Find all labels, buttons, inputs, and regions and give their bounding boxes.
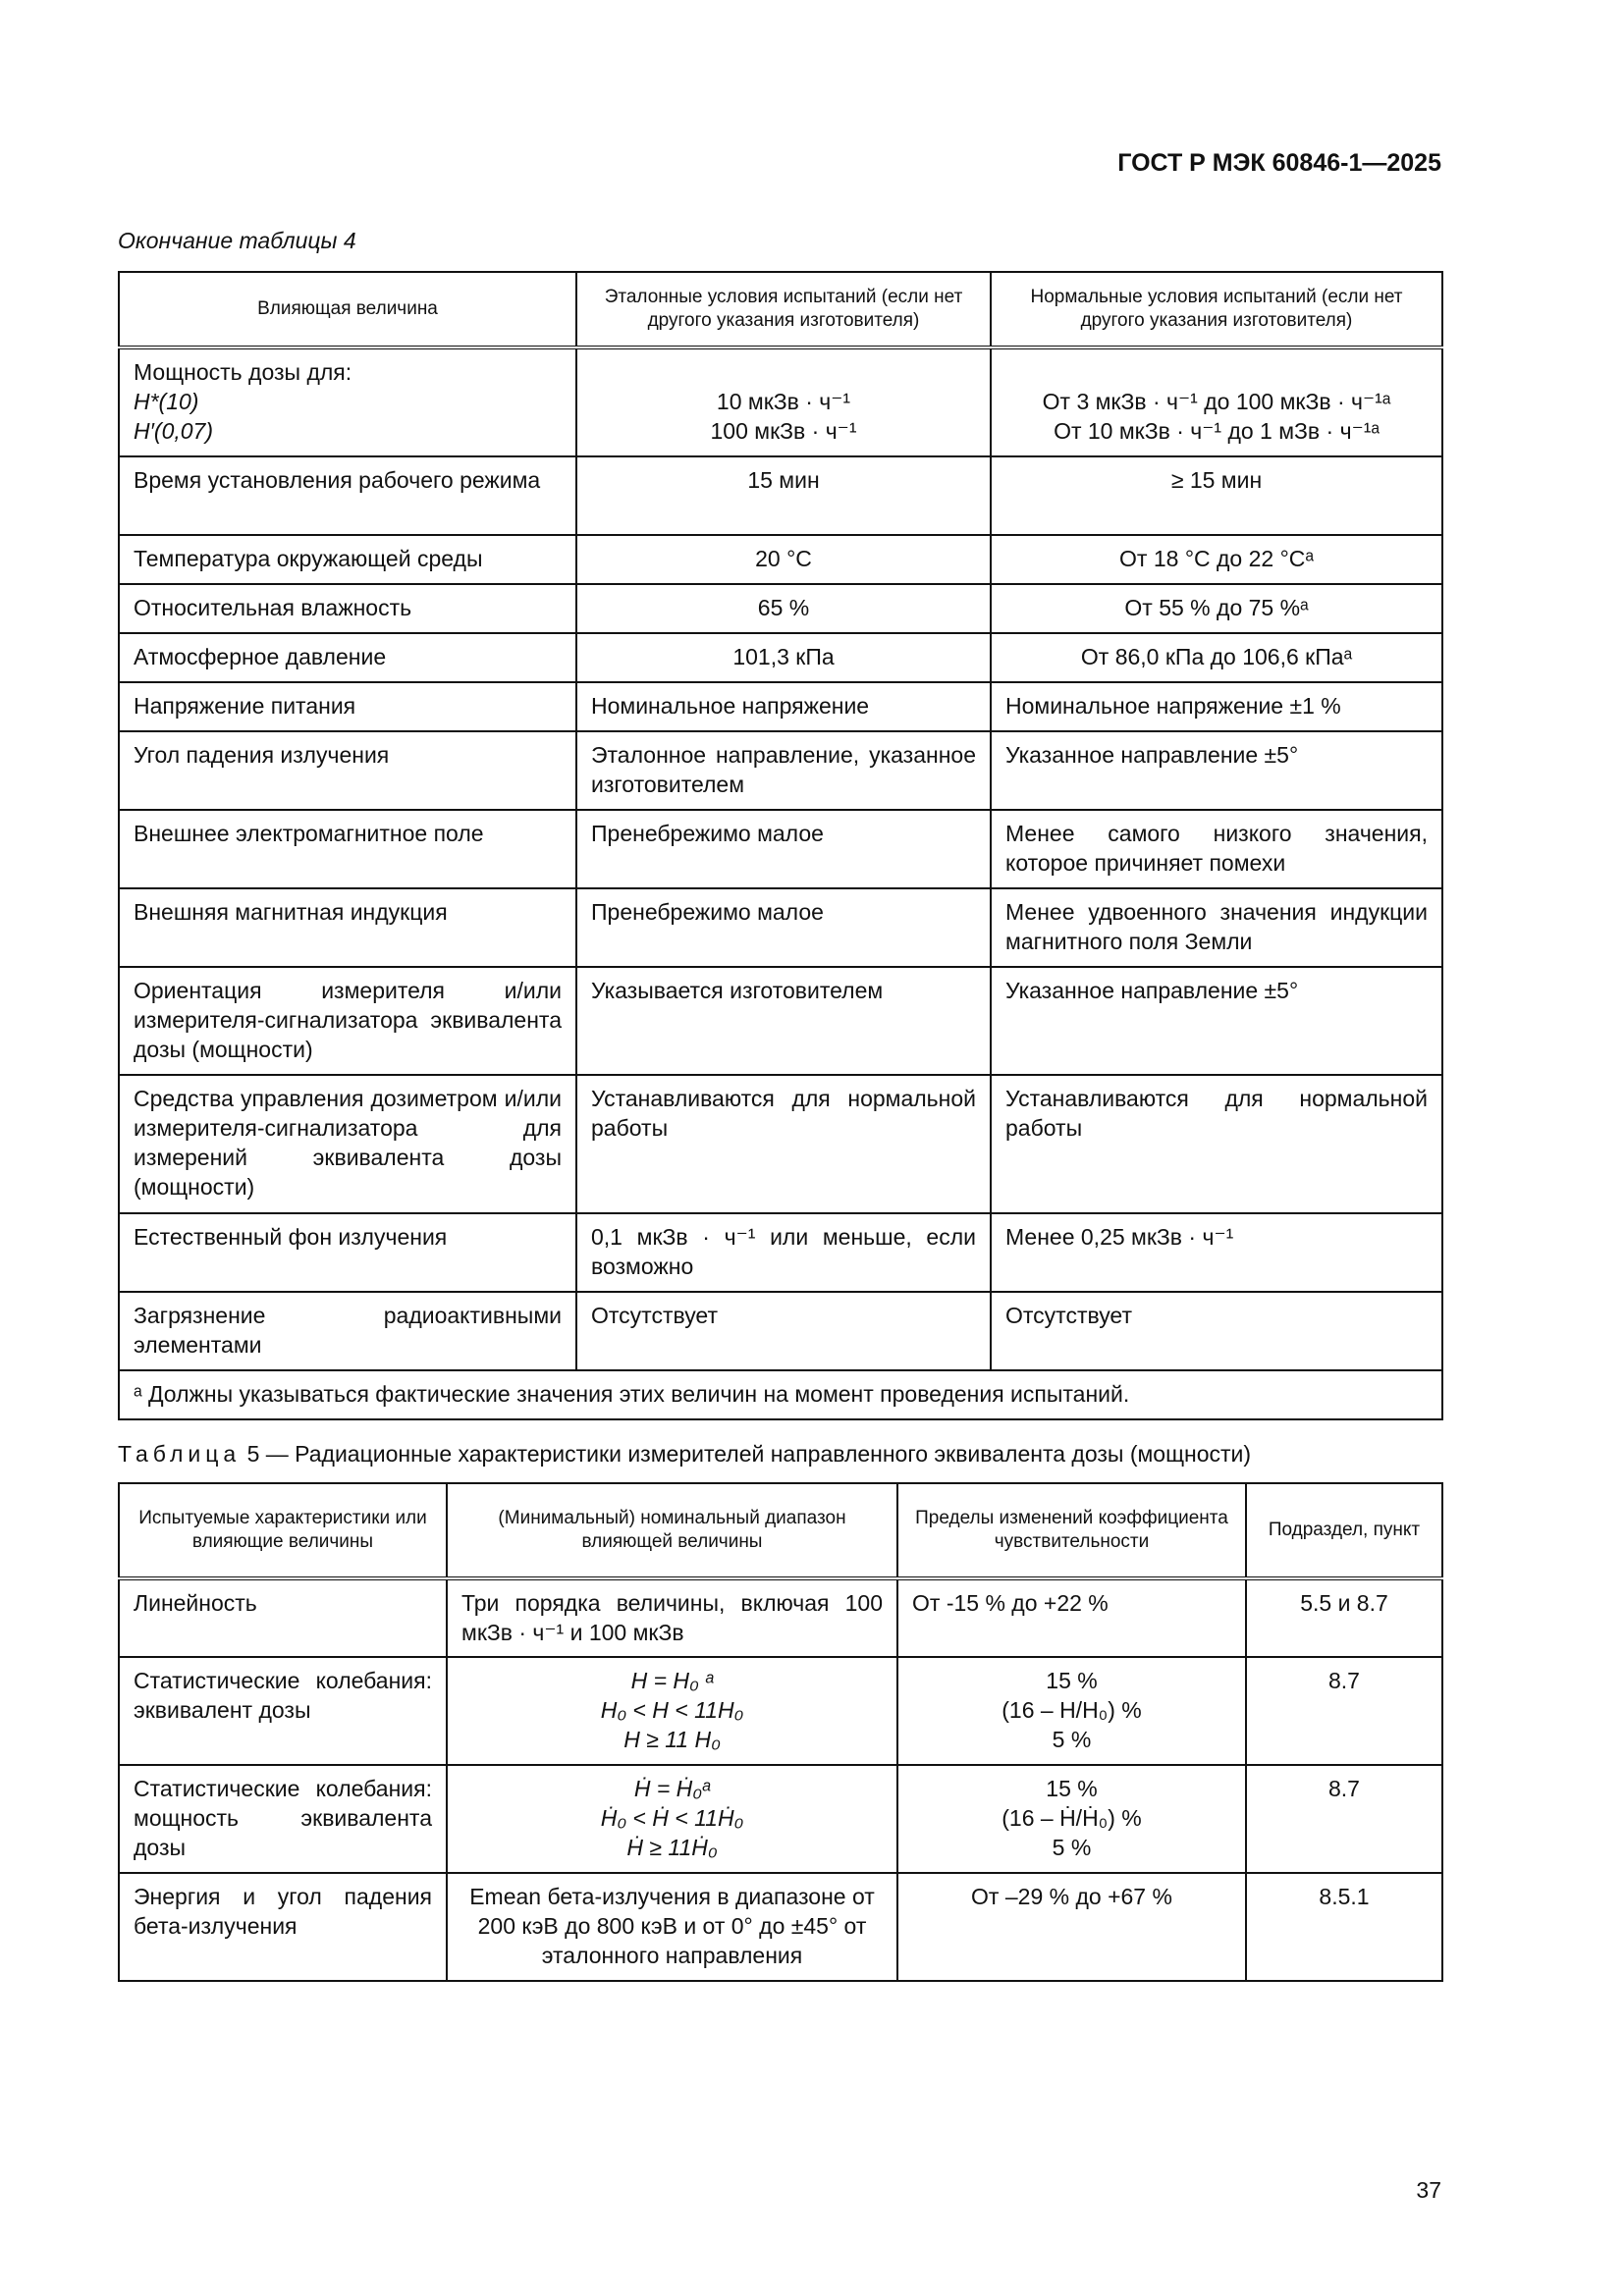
cell-limits [897, 1657, 1246, 1765]
cell-quantity: Температура окружающей среды [119, 535, 576, 584]
cell-quantity: Время установления рабочего режима [119, 456, 576, 535]
table-row [119, 1765, 1442, 1873]
cell-quantity [119, 347, 576, 456]
table-row [119, 633, 1442, 682]
formula-line: H = H₀ ᵃ [630, 1668, 714, 1693]
cell-normal: Менее удвоенного значения индукции магнитного поля Земли [991, 888, 1442, 967]
cell-line: H*(10) [134, 389, 199, 414]
cell-quantity: Относительная влажность [119, 584, 576, 633]
cell-range [447, 1657, 897, 1765]
table-footnote-row [119, 1370, 1442, 1419]
cell-normal: Указанное направление ±5° [991, 731, 1442, 810]
cell-characteristic: Статистические колебания: мощность эквивалента дозы [119, 1765, 447, 1873]
cell-reference: 15 мин [576, 456, 991, 535]
table-row [119, 810, 1442, 888]
table-4 [118, 271, 1443, 1420]
cell-range: Emean бета-излучения в диапазоне от 200 кэВ до 800 кэВ и от 0° до ±45° от эталонного направления [447, 1873, 897, 1981]
cell-normal: Отсутствует [991, 1292, 1442, 1370]
table-row [119, 731, 1442, 810]
column-header: Испытуемые характеристики или влияющие величины [119, 1483, 447, 1578]
table-row [119, 967, 1442, 1075]
cell-quantity: Внешняя магнитная индукция [119, 888, 576, 967]
table-row [119, 1213, 1442, 1292]
cell-range: Три порядка величины, включая 100 мкЗв · ч⁻¹ и 100 мкЗв [447, 1578, 897, 1657]
cell-normal: Номинальное напряжение ±1 % [991, 682, 1442, 731]
formula-line: H ≥ 11 H₀ [623, 1727, 721, 1752]
cell-reference: Отсутствует [576, 1292, 991, 1370]
cell-clause: 5.5 и 8.7 [1246, 1578, 1442, 1657]
cell-clause: 8.7 [1246, 1765, 1442, 1873]
table-5-title [118, 1441, 1251, 1468]
cell-reference: Номинальное напряжение [576, 682, 991, 731]
cell-normal: ≥ 15 мин [991, 456, 1442, 535]
cell-normal: От 86,0 кПа до 106,6 кПаᵃ [991, 633, 1442, 682]
cell-limits: От -15 % до +22 % [897, 1578, 1246, 1657]
cell-quantity: Внешнее электромагнитное поле [119, 810, 576, 888]
cell-reference: 101,3 кПа [576, 633, 991, 682]
table-header-row [119, 1483, 1442, 1578]
cell-normal: Указанное направление ±5° [991, 967, 1442, 1075]
cell-line: От 10 мкЗв · ч⁻¹ до 1 мЗв · ч⁻¹ᵃ [1054, 418, 1380, 444]
table-row [119, 584, 1442, 633]
cell-limits [897, 1765, 1246, 1873]
column-header: Пределы изменений коэффициента чувствительности [897, 1483, 1246, 1578]
cell-quantity: Загрязнение радиоактивными элементами [119, 1292, 576, 1370]
cell-quantity: Ориентация измерителя и/или измерителя-сигнализатора эквивалента дозы (мощности) [119, 967, 576, 1075]
cell-reference: Пренебрежимо малое [576, 810, 991, 888]
page-number: 37 [1416, 2177, 1441, 2203]
formula-line: Ḣ ≥ 11Ḣ₀ [626, 1835, 718, 1860]
table-header-row [119, 272, 1442, 347]
table-title-text: 5 — Радиационные характеристики измерителей направленного эквивалента дозы (мощности) [246, 1441, 1252, 1467]
cell-reference: Указывается изготовителем [576, 967, 991, 1075]
cell-line: 100 мкЗв · ч⁻¹ [710, 418, 857, 444]
cell-quantity: Напряжение питания [119, 682, 576, 731]
cell-quantity: Естественный фон излучения [119, 1213, 576, 1292]
limit-line: 5 % [1052, 1835, 1092, 1860]
limit-line: (16 – H/H₀) % [1001, 1697, 1142, 1723]
cell-characteristic: Энергия и угол падения бета-излучения [119, 1873, 447, 1981]
formula-line: H₀ < H < 11H₀ [600, 1697, 744, 1723]
column-header: Эталонные условия испытаний (если нет другого указания изготовителя) [576, 272, 991, 347]
table-row [119, 1873, 1442, 1981]
document-id: ГОСТ Р МЭК 60846-1—2025 [1117, 149, 1441, 177]
table-row [119, 456, 1442, 535]
table-row [119, 888, 1442, 967]
limit-line: 15 % [1046, 1776, 1098, 1801]
table-row [119, 1292, 1442, 1370]
cell-line: Мощность дозы для: [134, 359, 352, 385]
cell-normal: Менее 0,25 мкЗв · ч⁻¹ [991, 1213, 1442, 1292]
table-row [119, 682, 1442, 731]
cell-range [447, 1765, 897, 1873]
cell-characteristic: Линейность [119, 1578, 447, 1657]
formula-line: Ḣ₀ < Ḣ < 11Ḣ₀ [600, 1805, 744, 1831]
table-5 [118, 1482, 1443, 1982]
cell-limits: От –29 % до +67 % [897, 1873, 1246, 1981]
cell-quantity: Атмосферное давление [119, 633, 576, 682]
cell-quantity: Угол падения излучения [119, 731, 576, 810]
table-row [119, 1075, 1442, 1213]
cell-quantity: Средства управления дозиметром и/или измерителя-сигнализатора для измерений эквивалента дозы (мощности) [119, 1075, 576, 1213]
limit-line: 15 % [1046, 1668, 1098, 1693]
column-header: Влияющая величина [119, 272, 576, 347]
cell-normal: От 18 °C до 22 °Cᵃ [991, 535, 1442, 584]
cell-reference: 20 °C [576, 535, 991, 584]
table-footnote: ᵃ Должны указываться фактические значения этих величин на момент проведения испытаний. [119, 1370, 1442, 1419]
cell-characteristic: Статистические колебания: эквивалент дозы [119, 1657, 447, 1765]
table-label: Таблица [118, 1441, 242, 1467]
cell-clause: 8.5.1 [1246, 1873, 1442, 1981]
cell-reference: Устанавливаются для нормальной работы [576, 1075, 991, 1213]
column-header: (Минимальный) номинальный диапазон влияющей величины [447, 1483, 897, 1578]
cell-reference: 0,1 мкЗв · ч⁻¹ или меньше, если возможно [576, 1213, 991, 1292]
cell-clause: 8.7 [1246, 1657, 1442, 1765]
cell-reference [576, 347, 991, 456]
limit-line: (16 – Ḣ/Ḣ₀) % [1001, 1805, 1142, 1831]
cell-reference: Пренебрежимо малое [576, 888, 991, 967]
cell-line: H′(0,07) [134, 418, 214, 444]
table-row [119, 347, 1442, 456]
table-row [119, 1657, 1442, 1765]
column-header: Нормальные условия испытаний (если нет другого указания изготовителя) [991, 272, 1442, 347]
cell-line: 10 мкЗв · ч⁻¹ [716, 389, 851, 414]
cell-reference: 65 % [576, 584, 991, 633]
cell-normal: От 55 % до 75 %ᵃ [991, 584, 1442, 633]
cell-normal: Менее самого низкого значения, которое причиняет помехи [991, 810, 1442, 888]
table-row [119, 1578, 1442, 1657]
cell-normal [991, 347, 1442, 456]
cell-reference: Эталонное направление, указанное изготовителем [576, 731, 991, 810]
formula-line: Ḣ = Ḣ₀ᵃ [633, 1776, 711, 1801]
cell-line: От 3 мкЗв · ч⁻¹ до 100 мкЗв · ч⁻¹ᵃ [1042, 389, 1391, 414]
cell-normal: Устанавливаются для нормальной работы [991, 1075, 1442, 1213]
table-4-caption: Окончание таблицы 4 [118, 228, 356, 253]
limit-line: 5 % [1052, 1727, 1092, 1752]
table-row [119, 535, 1442, 584]
column-header: Подраздел, пункт [1246, 1483, 1442, 1578]
